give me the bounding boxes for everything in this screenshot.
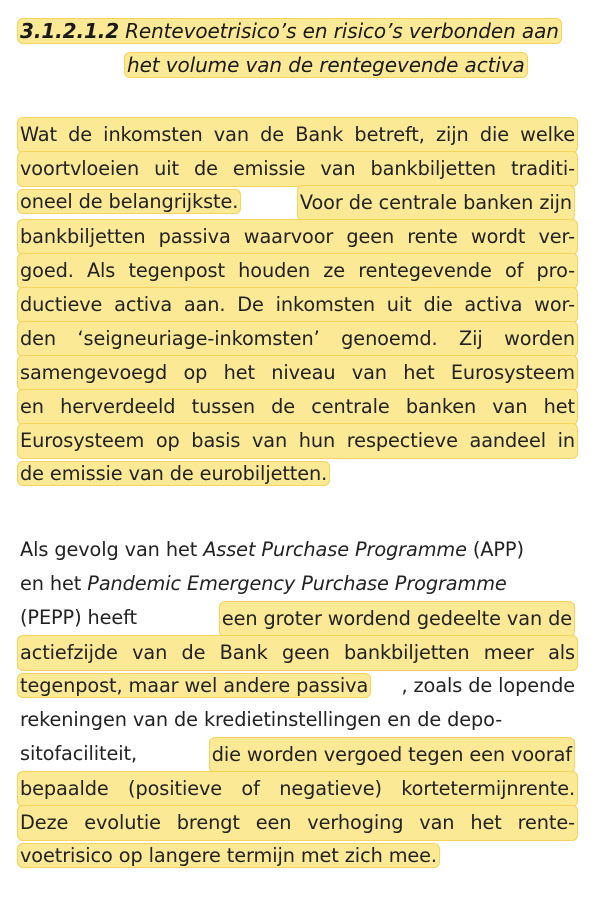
para2-line-6: rekeningen van de kredietinstellingen en de depo- [20,708,503,731]
pandemic-emergency-purchase-programme-italic: Pandemic Emergency Purchase Programme [87,572,507,595]
para2-line-1: Als gevolg van het Asset Purchase Programme (APP) [20,538,524,561]
section-title-part-1: Rentevoetrisico’s en risico’s verbonden aan [125,19,559,43]
section-title-part-2: het volume van de rentegevende activa [124,52,528,78]
asset-purchase-programme-italic: Asset Purchase Programme [203,538,467,561]
para1-line-4: bankbiljetten passiva waarvoor geen rente wordt ver- [20,219,575,253]
section-heading-line-1 [20,14,575,48]
para1-line-1: Wat de inkomsten van de Bank betreft, zijn die welke [20,117,575,151]
para2-line-7: sitofaciliteit, die worden vergoed tegen een vooraf [20,737,575,771]
para2-line-2: en het Pandemic Emergency Purchase Programme [20,572,507,595]
section-heading-line-2 [127,48,567,82]
para1-line-7: den ‘seigneuriage-inkomsten’ genoemd. Zij worden [20,321,575,355]
para2-line-4: actiefzijde van de Bank geen bankbiljetten meer als [20,635,575,669]
para1-line-8: samengevoegd op het niveau van het Eurosysteem [20,355,575,389]
para2-line-10: voetrisico op langere termijn met zich mee. [20,839,575,873]
para1-line-9: en herverdeeld tussen de centrale banken van het [20,389,575,423]
para1-line-5: goed. Als tegenpost houden ze rentegevende of pro- [20,253,575,287]
para1-line-10: Eurosysteem op basis van hun respectieve aandeel in [20,423,575,457]
para2-line-3: (PEPP) heeft een groter wordend gedeelte van de [20,601,575,635]
para2-line-9: Deze evolutie brengt een verhoging van het rente- [20,805,575,839]
para1-line-11: de emissie van de eurobiljetten. [20,457,575,491]
para2-line-5: tegenpost, maar wel andere passiva , zoals de lopende [20,669,575,703]
para1-line-6: ductieve activa aan. De inkomsten uit die activa wor- [20,287,575,321]
para1-line-3: oneel de belangrijkste. Voor de centrale banken zijn [20,185,575,219]
para1-line-2: voortvloeien uit de emissie van bankbiljetten traditi- [20,151,575,185]
section-number: 3.1.2.1.2 [20,19,120,43]
para2-line-8: bepaalde (positieve of negatieve) kortetermijnrente. [20,771,575,805]
